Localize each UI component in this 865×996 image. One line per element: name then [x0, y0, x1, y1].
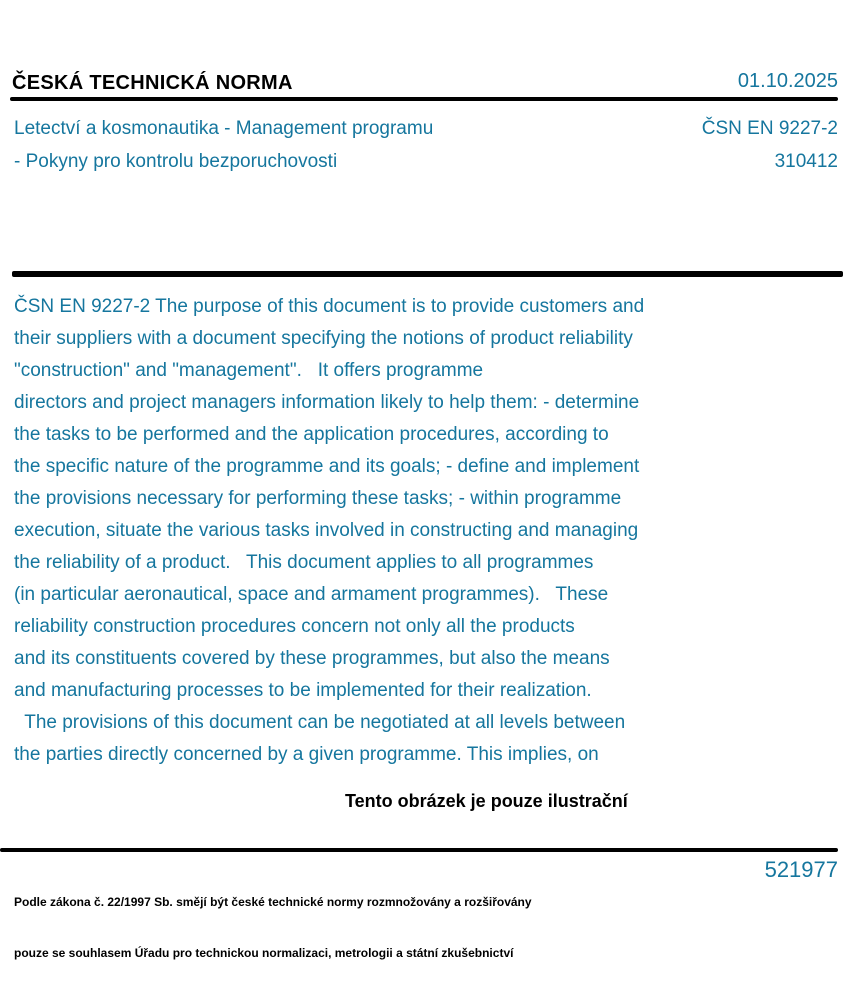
abstract-text: [14, 291, 844, 771]
abstract-line: directors and project managers information likely to help them: - determine: [14, 392, 640, 413]
legal-notice: [14, 860, 532, 996]
abstract-line: their suppliers with a document specifying the notions of product reliability: [14, 328, 633, 349]
abstract-line: execution, situate the various tasks involved in constructing and managing: [14, 520, 639, 541]
abstract-line: the specific nature of the programme and its goals; - define and implement: [14, 456, 640, 477]
publication-date: 01.10.2025: [737, 70, 838, 92]
abstract-line: the parties directly concerned by a given programme. This implies, on: [14, 744, 599, 765]
legal-notice-line-1: Podle zákona č. 22/1997 Sb. smějí být české technické normy rozmnožovány a rozšiřovány: [14, 895, 532, 909]
abstract-line: ČSN EN 9227-2 The purpose of this document is to provide customers and: [14, 296, 645, 317]
header-rule: [10, 97, 838, 101]
abstract-line: the tasks to be performed and the application procedures, according to: [14, 424, 609, 445]
order-number: 521977: [764, 857, 838, 882]
abstract-line: and manufacturing processes to be implemented for their realization.: [14, 680, 592, 701]
footer-rule: [0, 848, 838, 852]
page-title: ČESKÁ TECHNICKÁ NORMA: [12, 72, 293, 94]
abstract-line: "construction" and "management". It offers programme: [14, 360, 484, 381]
abstract-line: the provisions necessary for performing these tasks; - within programme: [14, 488, 622, 509]
standard-class-number: 310412: [774, 151, 838, 172]
standard-subject-line-2: - Pokyny pro kontrolu bezporuchovosti: [14, 151, 338, 172]
abstract-line: (in particular aeronautical, space and armament programmes). These: [14, 584, 609, 605]
abstract-line: The provisions of this document can be negotiated at all levels between: [14, 712, 626, 733]
abstract-line: and its constituents covered by these programmes, but also the means: [14, 648, 610, 669]
abstract-line: reliability construction procedures concern not only all the products: [14, 616, 575, 637]
standard-subject-line-1: Letectví a kosmonautika - Management programu: [14, 118, 434, 139]
abstract-line: the reliability of a product. This document applies to all programmes: [14, 552, 594, 573]
legal-notice-line-2: pouze se souhlasem Úřadu pro technickou normalizaci, metrologii a státní zkušebnictví: [14, 946, 514, 960]
abstract-top-rule: [12, 271, 843, 277]
standard-code: ČSN EN 9227-2: [701, 118, 838, 139]
illustrative-note: Tento obrázek je pouze ilustrační: [345, 791, 628, 811]
